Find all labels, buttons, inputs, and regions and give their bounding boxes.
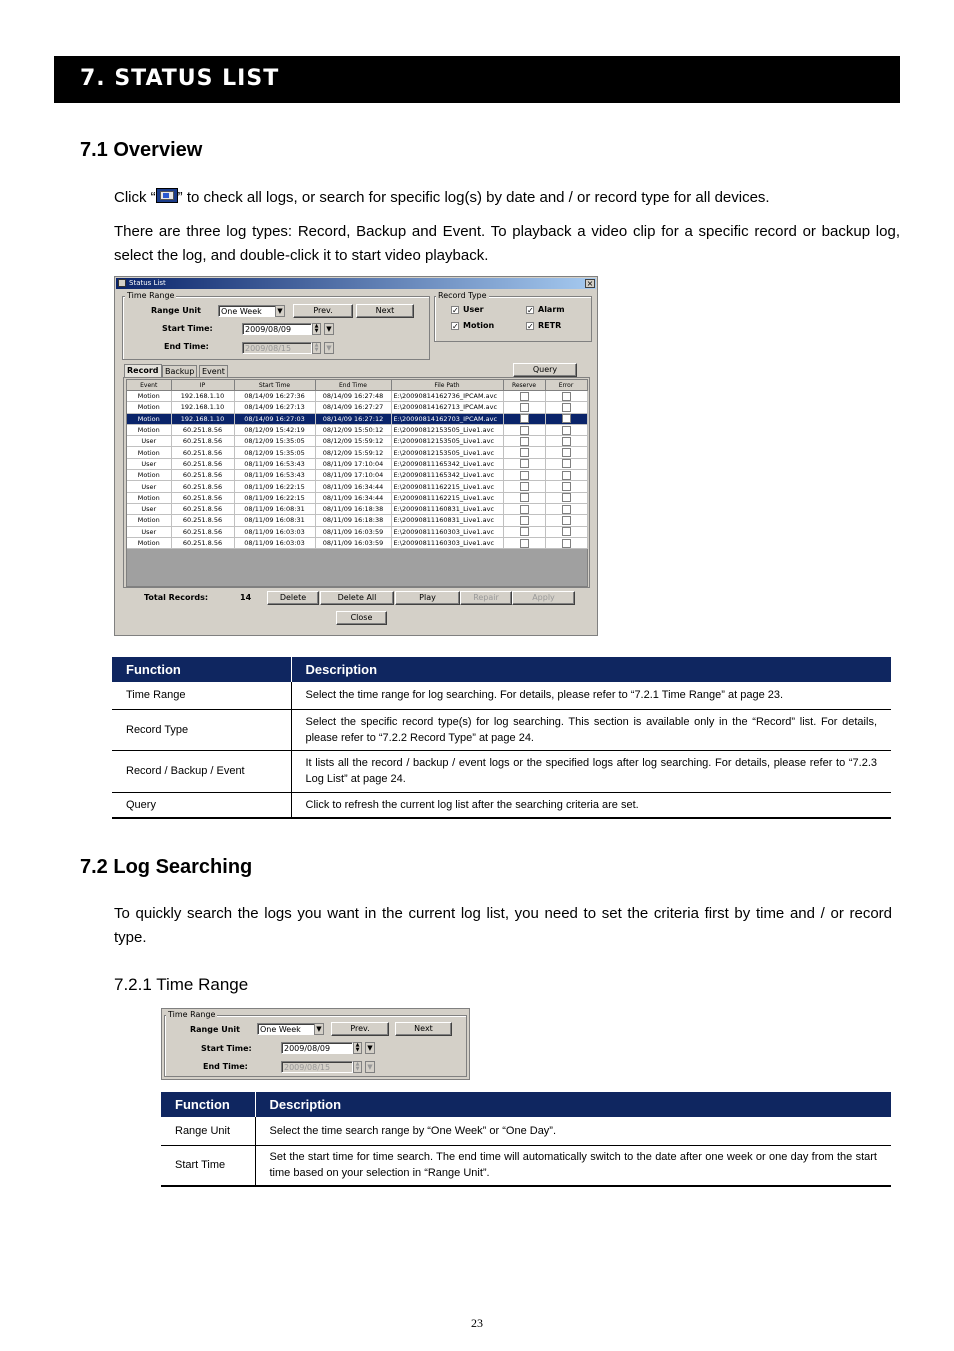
log-cell-start: 08/14/09 16:27:13 <box>234 402 315 413</box>
end-time-field: 2009/08/15 <box>242 342 312 354</box>
reserve-cell <box>503 526 545 537</box>
error-checkbox[interactable] <box>562 459 571 468</box>
log-cell-event: Motion <box>127 402 171 413</box>
table-row <box>112 709 891 750</box>
error-checkbox[interactable] <box>562 482 571 491</box>
time-range-legend: Time Range <box>127 291 175 300</box>
log-cell-end: 08/12/09 15:59:12 <box>315 447 391 458</box>
panel-end-time-calendar-icon: ▼ <box>365 1061 375 1073</box>
panel-start-time-spinner[interactable]: ▲ ▼ <box>353 1042 362 1054</box>
reserve-cell <box>503 391 545 402</box>
error-cell <box>545 515 587 526</box>
reserve-cell <box>503 424 545 435</box>
log-list-header-row <box>127 380 587 391</box>
log-cell-event: Motion <box>127 515 171 526</box>
log-cell-ip: 60.251.8.56 <box>171 447 234 458</box>
query-button[interactable]: Query <box>513 363 577 377</box>
table-row[interactable] <box>127 492 587 503</box>
log-cell-start: 08/11/09 16:53:43 <box>234 470 315 481</box>
reserve-checkbox[interactable] <box>520 527 529 536</box>
log-cell-end: 08/11/09 16:18:38 <box>315 515 391 526</box>
error-cell <box>545 503 587 514</box>
log-cell-event: Motion <box>127 492 171 503</box>
log-cell-path: E:\20090812153505_Live1.avc <box>391 447 503 458</box>
error-cell <box>545 436 587 447</box>
app-icon <box>118 279 126 287</box>
log-cell-end: 08/14/09 16:27:48 <box>315 391 391 402</box>
time-range-panel <box>161 1008 470 1080</box>
error-checkbox[interactable] <box>562 471 571 480</box>
tab-event[interactable]: Event <box>199 365 228 378</box>
table-row[interactable] <box>127 470 587 481</box>
reserve-checkbox[interactable] <box>520 505 529 514</box>
reserve-cell <box>503 481 545 492</box>
column-header-file-path[interactable]: File Path <box>391 380 503 391</box>
function-cell: Record Type <box>112 709 291 750</box>
column-header-event[interactable]: Event <box>127 380 171 391</box>
log-cell-start: 08/12/09 15:35:05 <box>234 447 315 458</box>
error-checkbox[interactable] <box>562 403 571 412</box>
section-heading-overview: 7.1 Overview <box>80 139 203 161</box>
log-cell-start: 08/11/09 16:03:03 <box>234 526 315 537</box>
column-header-start-time[interactable]: Start Time <box>234 380 315 391</box>
record-type-legend: Record Type <box>438 291 487 300</box>
error-cell <box>545 481 587 492</box>
reserve-checkbox[interactable] <box>520 426 529 435</box>
table-row[interactable] <box>127 402 587 413</box>
log-cell-ip: 60.251.8.56 <box>171 458 234 469</box>
table-row[interactable] <box>127 447 587 458</box>
start-time-label: Start Time: <box>162 324 213 333</box>
log-cell-start: 08/12/09 15:35:05 <box>234 436 315 447</box>
range-unit-select[interactable]: One Week <box>218 305 276 317</box>
log-cell-end: 08/11/09 16:03:59 <box>315 526 391 537</box>
description-cell: It lists all the record / backup / event logs or the specified logs after log searching. For details, please refer to “7.2.3 Log List” at page 24. <box>291 750 891 792</box>
user-checkbox-label: User <box>463 305 484 314</box>
log-cell-event: User <box>127 503 171 514</box>
reserve-cell <box>503 492 545 503</box>
repair-button: Repair <box>460 591 512 605</box>
log-cell-path: E:\20090814162736_IPCAM.avc <box>391 391 503 402</box>
tab-backup[interactable]: Backup <box>162 365 197 378</box>
error-checkbox[interactable] <box>562 426 571 435</box>
user-checkbox[interactable]: ✓ <box>452 306 459 315</box>
prev-button[interactable]: Prev. <box>293 304 353 318</box>
log-cell-end: 08/11/09 16:34:44 <box>315 492 391 503</box>
overview-paragraph-2: There are three log types: Record, Backup and Event. To playback a video clip for a specific record or backup log, select the log, and double-click it to start video playback. <box>114 223 900 264</box>
error-checkbox[interactable] <box>562 414 571 423</box>
table-row[interactable] <box>127 424 587 435</box>
table-row[interactable] <box>127 436 587 447</box>
table-row <box>161 1117 891 1145</box>
table-header-row <box>161 1092 891 1117</box>
log-searching-paragraph: To quickly search the logs you want in the current log list, you need to set the criteria first by time and / or record type. <box>114 905 892 946</box>
close-button[interactable]: Close <box>336 611 387 625</box>
record-type-group <box>434 296 592 342</box>
retr-checkbox-label: RETR <box>538 321 562 330</box>
header-description: Description <box>291 657 891 682</box>
alarm-checkbox-label: Alarm <box>538 305 565 314</box>
total-records-label: Total Records: <box>144 593 209 602</box>
column-header-ip[interactable]: IP <box>171 380 234 391</box>
log-cell-end: 08/14/09 16:27:27 <box>315 402 391 413</box>
function-table-overview <box>112 657 891 819</box>
panel-next-button[interactable]: Next <box>395 1022 452 1036</box>
header-description: Description <box>255 1092 891 1117</box>
log-cell-event: Motion <box>127 413 171 424</box>
header-function: Function <box>112 657 291 682</box>
column-header-error[interactable]: Error <box>545 380 587 391</box>
reserve-cell <box>503 503 545 514</box>
chapter-title: 7. STATUS LIST <box>80 66 280 91</box>
log-cell-path: E:\20090811160303_Live1.avc <box>391 537 503 548</box>
log-cell-path: E:\20090814162703_IPCAM.avc <box>391 413 503 424</box>
reserve-checkbox[interactable] <box>520 516 529 525</box>
log-cell-event: Motion <box>127 424 171 435</box>
panel-end-time-spinner: ▲ ▼ <box>353 1061 362 1073</box>
start-time-field[interactable]: 2009/08/09 <box>242 323 312 335</box>
start-time-calendar-icon[interactable]: ▼ <box>324 323 334 335</box>
status-list-dialog <box>114 276 598 636</box>
log-cell-ip: 60.251.8.56 <box>171 492 234 503</box>
log-list-table <box>127 380 588 549</box>
description-cell: Set the start time for time search. The end time will automatically switch to the date after one week or one day from the start time based on your selection in “Range Unit”. <box>255 1145 891 1186</box>
table-row[interactable] <box>127 458 587 469</box>
column-header-end-time[interactable]: End Time <box>315 380 391 391</box>
error-checkbox[interactable] <box>562 539 571 548</box>
panel-chevron-down-icon[interactable]: ▼ <box>314 1023 324 1035</box>
log-cell-event: Motion <box>127 447 171 458</box>
delete-button[interactable]: Delete <box>267 591 319 605</box>
reserve-cell <box>503 537 545 548</box>
log-cell-end: 08/11/09 17:10:04 <box>315 470 391 481</box>
overview-paragraph-1 <box>114 186 900 210</box>
error-checkbox[interactable] <box>562 493 571 502</box>
column-header-reserve[interactable]: Reserve <box>503 380 545 391</box>
panel-end-time-label: End Time: <box>203 1062 248 1071</box>
table-row[interactable] <box>127 515 587 526</box>
log-cell-event: Motion <box>127 391 171 402</box>
log-cell-start: 08/12/09 15:42:19 <box>234 424 315 435</box>
log-cell-event: User <box>127 436 171 447</box>
log-cell-path: E:\20090814162713_IPCAM.avc <box>391 402 503 413</box>
log-cell-event: User <box>127 458 171 469</box>
error-cell <box>545 537 587 548</box>
log-cell-ip: 60.251.8.56 <box>171 470 234 481</box>
log-cell-end: 08/14/09 16:27:12 <box>315 413 391 424</box>
log-cell-start: 08/11/09 16:53:43 <box>234 458 315 469</box>
dialog-close-icon[interactable]: × <box>586 279 594 288</box>
status-list-icon <box>156 188 178 203</box>
error-cell <box>545 492 587 503</box>
range-unit-label: Range Unit <box>151 306 201 315</box>
panel-end-time-field: 2009/08/15 <box>281 1061 353 1073</box>
end-time-calendar-icon: ▼ <box>324 342 334 354</box>
error-checkbox[interactable] <box>562 392 571 401</box>
function-cell: Start Time <box>161 1145 255 1186</box>
subsection-heading-time-range: 7.2.1 Time Range <box>114 975 249 994</box>
start-time-spinner[interactable]: ▲ ▼ <box>312 323 321 335</box>
log-cell-path: E:\20090811165342_Live1.avc <box>391 458 503 469</box>
error-cell <box>545 424 587 435</box>
table-row[interactable] <box>127 413 587 424</box>
reserve-cell <box>503 413 545 424</box>
table-row[interactable] <box>127 537 587 548</box>
next-button[interactable]: Next <box>356 304 414 318</box>
reserve-cell <box>503 515 545 526</box>
header-function: Function <box>161 1092 255 1117</box>
end-time-spinner: ▲ ▼ <box>312 342 321 354</box>
error-checkbox[interactable] <box>562 516 571 525</box>
log-cell-path: E:\20090811162215_Live1.avc <box>391 481 503 492</box>
reserve-cell <box>503 447 545 458</box>
description-cell: Select the time search range by “One Week” or “One Day”. <box>255 1117 891 1145</box>
reserve-cell <box>503 436 545 447</box>
log-cell-path: E:\20090811160831_Live1.avc <box>391 503 503 514</box>
log-cell-event: Motion <box>127 470 171 481</box>
alarm-checkbox[interactable]: ✓ <box>527 306 534 315</box>
log-cell-path: E:\20090812153505_Live1.avc <box>391 424 503 435</box>
time-range-panel-legend: Time Range <box>168 1010 216 1019</box>
dialog-title-bar <box>116 278 596 289</box>
error-cell <box>545 402 587 413</box>
paragraph-text-post: ” to check all logs, or search for specific log(s) by date and / or record type for all devices. <box>177 189 770 206</box>
paragraph-text-pre: Click “ <box>114 189 156 206</box>
panel-range-unit-label: Range Unit <box>190 1025 240 1034</box>
table-header-row <box>112 657 891 682</box>
reserve-cell <box>503 402 545 413</box>
panel-start-time-label: Start Time: <box>201 1044 252 1053</box>
log-cell-start: 08/14/09 16:27:36 <box>234 391 315 402</box>
table-row <box>112 792 891 818</box>
log-cell-end: 08/11/09 17:10:04 <box>315 458 391 469</box>
error-cell <box>545 526 587 537</box>
total-records-value: 14 <box>240 593 252 602</box>
error-checkbox[interactable] <box>562 448 571 457</box>
log-cell-end: 08/12/09 15:50:12 <box>315 424 391 435</box>
log-cell-ip: 60.251.8.56 <box>171 424 234 435</box>
log-cell-ip: 60.251.8.56 <box>171 503 234 514</box>
reserve-checkbox[interactable] <box>520 414 529 423</box>
function-cell: Record / Backup / Event <box>112 750 291 792</box>
error-checkbox[interactable] <box>562 505 571 514</box>
table-row <box>112 750 891 792</box>
reserve-checkbox[interactable] <box>520 493 529 502</box>
log-cell-path: E:\20090811160303_Live1.avc <box>391 526 503 537</box>
log-cell-event: User <box>127 481 171 492</box>
error-cell <box>545 391 587 402</box>
error-cell <box>545 470 587 481</box>
log-list-grid <box>126 379 588 587</box>
log-cell-ip: 192.168.1.10 <box>171 402 234 413</box>
table-row <box>112 682 891 709</box>
end-time-label: End Time: <box>164 342 209 351</box>
error-checkbox[interactable] <box>562 437 571 446</box>
log-cell-ip: 192.168.1.10 <box>171 413 234 424</box>
delete-all-button[interactable]: Delete All <box>320 591 394 605</box>
retr-checkbox[interactable]: ✓ <box>527 322 534 331</box>
reserve-checkbox[interactable] <box>520 459 529 468</box>
table-row[interactable] <box>127 503 587 514</box>
tab-record[interactable]: Record <box>124 364 162 378</box>
play-button[interactable]: Play <box>395 591 460 605</box>
log-cell-path: E:\20090812153505_Live1.avc <box>391 436 503 447</box>
log-cell-ip: 60.251.8.56 <box>171 526 234 537</box>
function-table-time-range <box>161 1092 891 1187</box>
table-row[interactable] <box>127 391 587 402</box>
reserve-checkbox[interactable] <box>520 403 529 412</box>
reserve-checkbox[interactable] <box>520 539 529 548</box>
function-cell: Query <box>112 792 291 818</box>
error-cell <box>545 458 587 469</box>
log-cell-event: Motion <box>127 537 171 548</box>
reserve-checkbox[interactable] <box>520 392 529 401</box>
log-cell-ip: 60.251.8.56 <box>171 436 234 447</box>
page-number: 23 <box>471 1316 483 1330</box>
log-cell-ip: 60.251.8.56 <box>171 515 234 526</box>
log-cell-start: 08/11/09 16:08:31 <box>234 515 315 526</box>
table-row[interactable] <box>127 481 587 492</box>
log-cell-start: 08/11/09 16:08:31 <box>234 503 315 514</box>
log-cell-end: 08/11/09 16:18:38 <box>315 503 391 514</box>
table-row <box>161 1145 891 1186</box>
reserve-cell <box>503 458 545 469</box>
motion-checkbox-label: Motion <box>463 321 495 330</box>
chevron-down-icon[interactable]: ▼ <box>275 305 285 317</box>
function-cell: Range Unit <box>161 1117 255 1145</box>
panel-start-time-calendar-icon[interactable]: ▼ <box>365 1042 375 1054</box>
log-cell-end: 08/11/09 16:34:44 <box>315 481 391 492</box>
error-cell <box>545 413 587 424</box>
log-cell-ip: 60.251.8.56 <box>171 481 234 492</box>
panel-range-unit-select[interactable]: One Week <box>257 1023 315 1035</box>
log-cell-path: E:\20090811162215_Live1.avc <box>391 492 503 503</box>
dialog-title: Status List <box>129 279 166 287</box>
log-cell-ip: 60.251.8.56 <box>171 537 234 548</box>
log-cell-start: 08/11/09 16:22:15 <box>234 492 315 503</box>
description-cell: Select the specific record type(s) for log searching. This section is available only in the “Record” list. For details, please refer to “7.2.2 Record Type” at page 24. <box>291 709 891 750</box>
log-cell-start: 08/11/09 16:03:03 <box>234 537 315 548</box>
motion-checkbox[interactable]: ✓ <box>452 322 459 331</box>
apply-button: Apply <box>512 591 575 605</box>
log-cell-start: 08/14/09 16:27:03 <box>234 413 315 424</box>
reserve-checkbox[interactable] <box>520 448 529 457</box>
log-cell-path: E:\20090811165342_Live1.avc <box>391 470 503 481</box>
log-cell-end: 08/11/09 16:03:59 <box>315 537 391 548</box>
description-cell: Click to refresh the current log list after the searching criteria are set. <box>291 792 891 818</box>
reserve-checkbox[interactable] <box>520 437 529 446</box>
log-cell-ip: 192.168.1.10 <box>171 391 234 402</box>
section-heading-log-searching: 7.2 Log Searching <box>80 856 253 878</box>
error-checkbox[interactable] <box>562 527 571 536</box>
error-cell <box>545 447 587 458</box>
log-cell-start: 08/11/09 16:22:15 <box>234 481 315 492</box>
reserve-checkbox[interactable] <box>520 471 529 480</box>
panel-start-time-field[interactable]: 2009/08/09 <box>281 1042 353 1054</box>
reserve-cell <box>503 470 545 481</box>
log-cell-event: User <box>127 526 171 537</box>
description-cell: Select the time range for log searching. For details, please refer to “7.2.1 Time Range” at page 23. <box>291 682 891 709</box>
log-cell-end: 08/12/09 15:59:12 <box>315 436 391 447</box>
panel-prev-button[interactable]: Prev. <box>331 1022 389 1036</box>
function-cell: Time Range <box>112 682 291 709</box>
log-cell-path: E:\20090811160831_Live1.avc <box>391 515 503 526</box>
reserve-checkbox[interactable] <box>520 482 529 491</box>
table-row[interactable] <box>127 526 587 537</box>
